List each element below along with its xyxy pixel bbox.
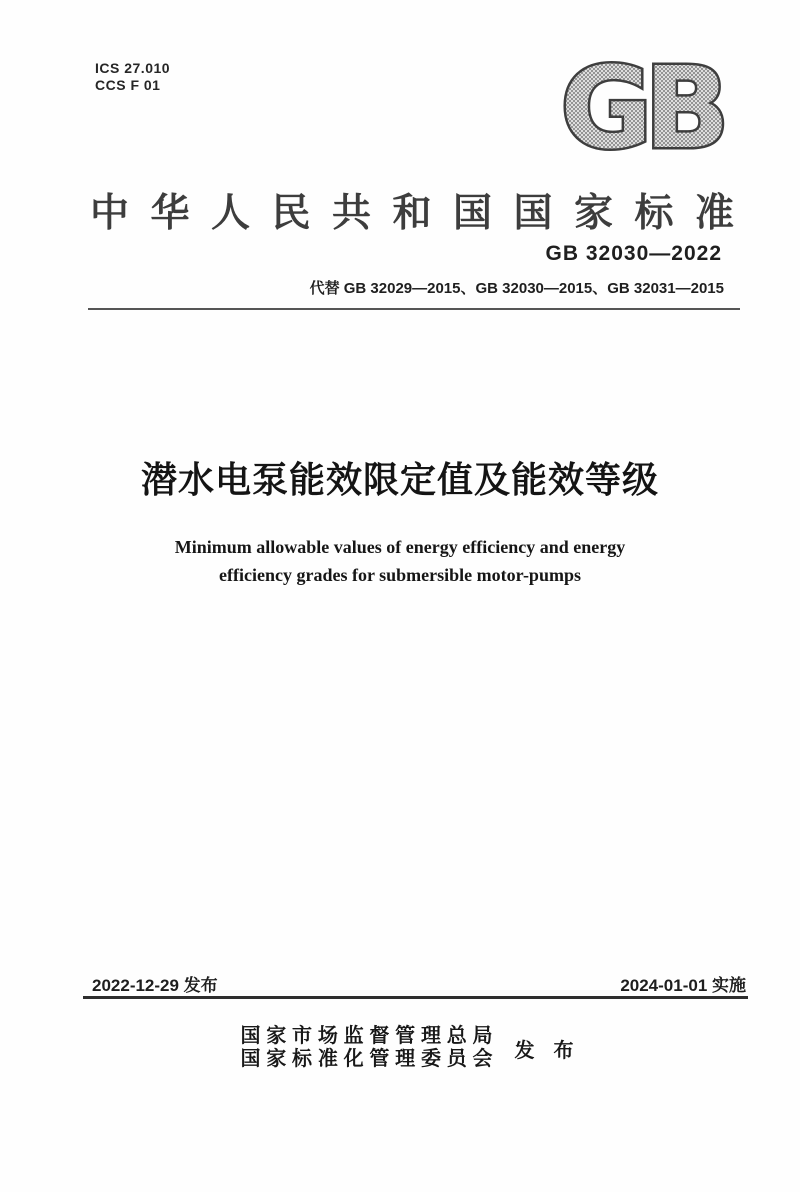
implementation-date: 2024-01-01 实施	[620, 976, 746, 995]
document-title-en-line2: efficiency grades for submersible motor-pumps	[219, 565, 581, 585]
footer-rule	[83, 996, 748, 999]
issue-date: 2022-12-29 发布	[92, 976, 218, 995]
ics-code: ICS 27.010	[95, 60, 171, 76]
national-standard-header: 中华人民共和国国家标准	[90, 192, 734, 235]
issuer-names	[241, 1025, 493, 1071]
publish-label: 发 布	[514, 1039, 574, 1062]
issuer-line-2: 国家标准化管理委员会	[240, 1048, 493, 1070]
ccs-code: CCS F 01	[95, 77, 161, 93]
classification-codes	[95, 60, 170, 94]
replaced-standards: 代替 GB 32029—2015、GB 32030—2015、GB 32031—2015	[309, 280, 724, 297]
gb-logo-icon	[543, 58, 740, 155]
document-title-en	[0, 533, 800, 589]
gb-logo-text: GB	[560, 58, 722, 155]
issuer-line-1: 国家市场监督管理总局	[240, 1025, 493, 1047]
document-title-zh: 潜水电泵能效限定值及能效等级	[140, 459, 659, 500]
header-rule	[88, 308, 740, 310]
document-title-en-line1: Minimum allowable values of energy efficiency and energy	[174, 537, 626, 557]
issuing-bodies	[0, 1025, 800, 1071]
standard-number: GB 32030—2022	[545, 242, 722, 265]
